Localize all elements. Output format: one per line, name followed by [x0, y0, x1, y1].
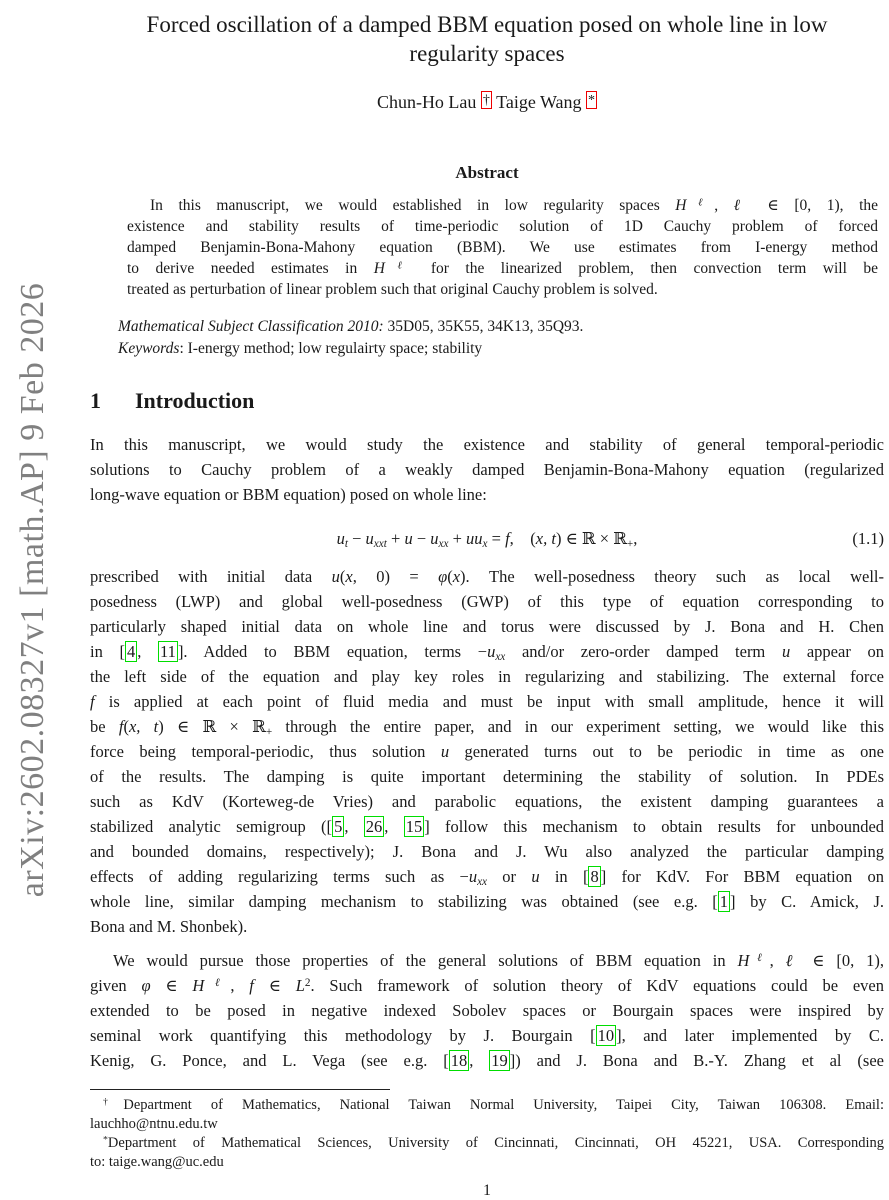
- footnote-line: †Department of Mathematics, National Taiwan Normal University, Taipei City, Taiwan 106308. Email:: [103, 1096, 884, 1113]
- text-line: particularly shaped initial data on whole line and torus were discussed by J. Bona and H. Chen: [90, 617, 884, 636]
- equation-body: $u_t - u_{xxt} + u - u_{xx} + uu_x = f$, (x, t) ∈ ℝ × ℝ$_+$,: [336, 529, 638, 550]
- abstract-body: [127, 195, 878, 300]
- text-line: whole line, similar damping mechanism to stabilizing was obtained (see e.g. [ 1 ] by C. Amick, J.: [90, 892, 884, 911]
- section-title: Introduction: [135, 388, 255, 413]
- text-line: In this manuscript, we would established in low regularity spaces $H^\ell$, ℓ ∈ [0, 1), the: [150, 197, 879, 214]
- text-line: to derive needed estimates in $H^\ell$ for the linearized problem, then convection term will be: [127, 260, 878, 277]
- paragraph-1: [90, 432, 884, 507]
- citation-link[interactable]: 8: [590, 867, 599, 886]
- paragraph-2: [90, 564, 884, 939]
- text-line: and bounded domains, respectively); J. Bona and J. Wu also analyzed the particular damping: [90, 842, 884, 861]
- msc-line: [118, 316, 884, 338]
- text-line: extended to be posed in negative indexed Sobolev spaces or Bourgain spaces were inspired by: [90, 1001, 884, 1020]
- msc-label: Mathematical Subject Classification 2010:: [118, 318, 384, 335]
- text-line: In this manuscript, we would study the existence and stability of general temporal-periodic: [90, 435, 884, 454]
- footnote-line: *Department of Mathematical Sciences, University of Cincinnati, Cincinnati, OH 45221, USA. Corresponding: [103, 1134, 884, 1151]
- text-line: the left side of the equation and play key roles in regularizing and stabilizing. The external force: [90, 667, 884, 686]
- paper-title: [90, 10, 884, 68]
- text-line: in [ 4 , 11 ]. Added to BBM equation, terms $-u_{xx}$ and/or zero-order damped term u appear on: [90, 642, 884, 663]
- citation-link[interactable]: 5: [334, 817, 343, 836]
- arxiv-watermark[interactable]: arXiv:2602.08327v1 [math.AP] 9 Feb 2026: [14, 282, 51, 898]
- keywords-line: [118, 338, 884, 360]
- equation-1-1: [90, 526, 884, 551]
- keywords-label: Keywords: [118, 340, 180, 357]
- citation-link[interactable]: 15: [405, 817, 423, 836]
- citation-link[interactable]: 1: [719, 892, 729, 911]
- equation-number: (1.1): [852, 529, 884, 548]
- section-number: 1: [90, 388, 101, 413]
- text-line: f is applied at each point of fluid media and must be input with small amplitude, hence it will: [90, 692, 884, 711]
- text-line: be f(x, t) ∈ ℝ × ℝ$_+$ through the entire paper, and in our experiment setting, we would like this: [90, 717, 884, 738]
- paper-title-line2: regularity spaces: [409, 41, 565, 66]
- footnote-link[interactable]: †: [482, 91, 490, 108]
- abstract-section: [90, 163, 884, 360]
- text-line: of the results. The damping is quite important determining the stability of solution. In PDEs: [90, 767, 884, 786]
- footnote-rule: [90, 1089, 390, 1090]
- citation-link[interactable]: 11: [160, 642, 176, 661]
- text-line: given φ ∈ $H^\ell$, f ∈ $L^2$. Such framework of solution theory of KdV equations could be even: [90, 976, 884, 995]
- text-line: prescribed with initial data u(x, 0) = φ(x). The well-posedness theory such as local well-: [90, 567, 884, 586]
- paper-title-line1: Forced oscillation of a damped BBM equation posed on whole line in low: [146, 12, 828, 37]
- text-line: stabilized analytic semigroup ([ 5 , 26 , 15 ] follow this mechanism to obtain results for unbounded: [90, 817, 885, 836]
- page-number: 1: [483, 1182, 491, 1199]
- citation-link[interactable]: 19: [491, 1051, 508, 1070]
- citation-link[interactable]: 4: [127, 642, 136, 661]
- text-line: seminal work quantifying this methodology by J. Bourgain [ 10 ], and later implemented by C.: [90, 1026, 884, 1045]
- paragraph-3: [90, 948, 884, 1073]
- keywords-value: : I-energy method; low regulairty space; stability: [179, 340, 483, 357]
- footnotes-block: [90, 1096, 884, 1172]
- citation-link[interactable]: 10: [597, 1026, 615, 1045]
- footnote-link[interactable]: *: [588, 91, 596, 108]
- authors-line: Chun-Ho Lau † Taige Wang *: [376, 91, 596, 112]
- text-line: Bona and M. Shonbek).: [90, 917, 248, 936]
- text-line: effects of adding regularizing terms such as $-u_{xx}$ or u in [ 8 ] for KdV. For BBM equation on: [90, 867, 884, 888]
- footnote-line: to: taige.wang@uc.edu: [90, 1154, 224, 1170]
- text-line: treated as perturbation of linear problem such that original Cauchy problem is solved.: [127, 281, 658, 298]
- abstract-heading: Abstract: [455, 163, 519, 182]
- text-line: damped Benjamin-Bona-Mahony equation (BBM). We use estimates from I-energy method: [127, 239, 878, 256]
- text-line: We would pursue those properties of the general solutions of BBM equation in $H^\ell$, ℓ ∈ [0, 1),: [113, 951, 884, 970]
- text-line: long-wave equation or BBM equation) posed on whole line:: [90, 485, 487, 504]
- msc-codes: 35D05, 35K55, 34K13, 35Q93.: [383, 318, 584, 335]
- classification-block: [118, 316, 884, 360]
- text-line: solutions to Cauchy problem of a weakly damped Benjamin-Bona-Mahony equation (regularized: [90, 460, 884, 479]
- text-line: existence and stability results of time-periodic solution of 1D Cauchy problem of forced: [127, 218, 878, 235]
- text-line: Kenig, G. Ponce, and L. Vega (see e.g. [ 18 , 19 ]) and J. Bona and B.-Y. Zhang et al (see: [90, 1051, 884, 1070]
- paper-content: [90, 0, 884, 1200]
- section-heading-introduction: [90, 388, 884, 414]
- text-line: posedness (LWP) and global well-posedness (GWP) of this type of equation corresponding to: [90, 592, 884, 611]
- footnote-line: lauchho@ntnu.edu.tw: [90, 1116, 218, 1132]
- text-line: such as KdV (Korteweg-de Vries) and parabolic equations, the existent damping guarantees a: [90, 792, 884, 811]
- citation-link[interactable]: 26: [365, 817, 383, 836]
- citation-link[interactable]: 18: [450, 1051, 468, 1070]
- text-line: force being temporal-periodic, thus solution u generated turns out to be periodic in time as one: [90, 742, 884, 761]
